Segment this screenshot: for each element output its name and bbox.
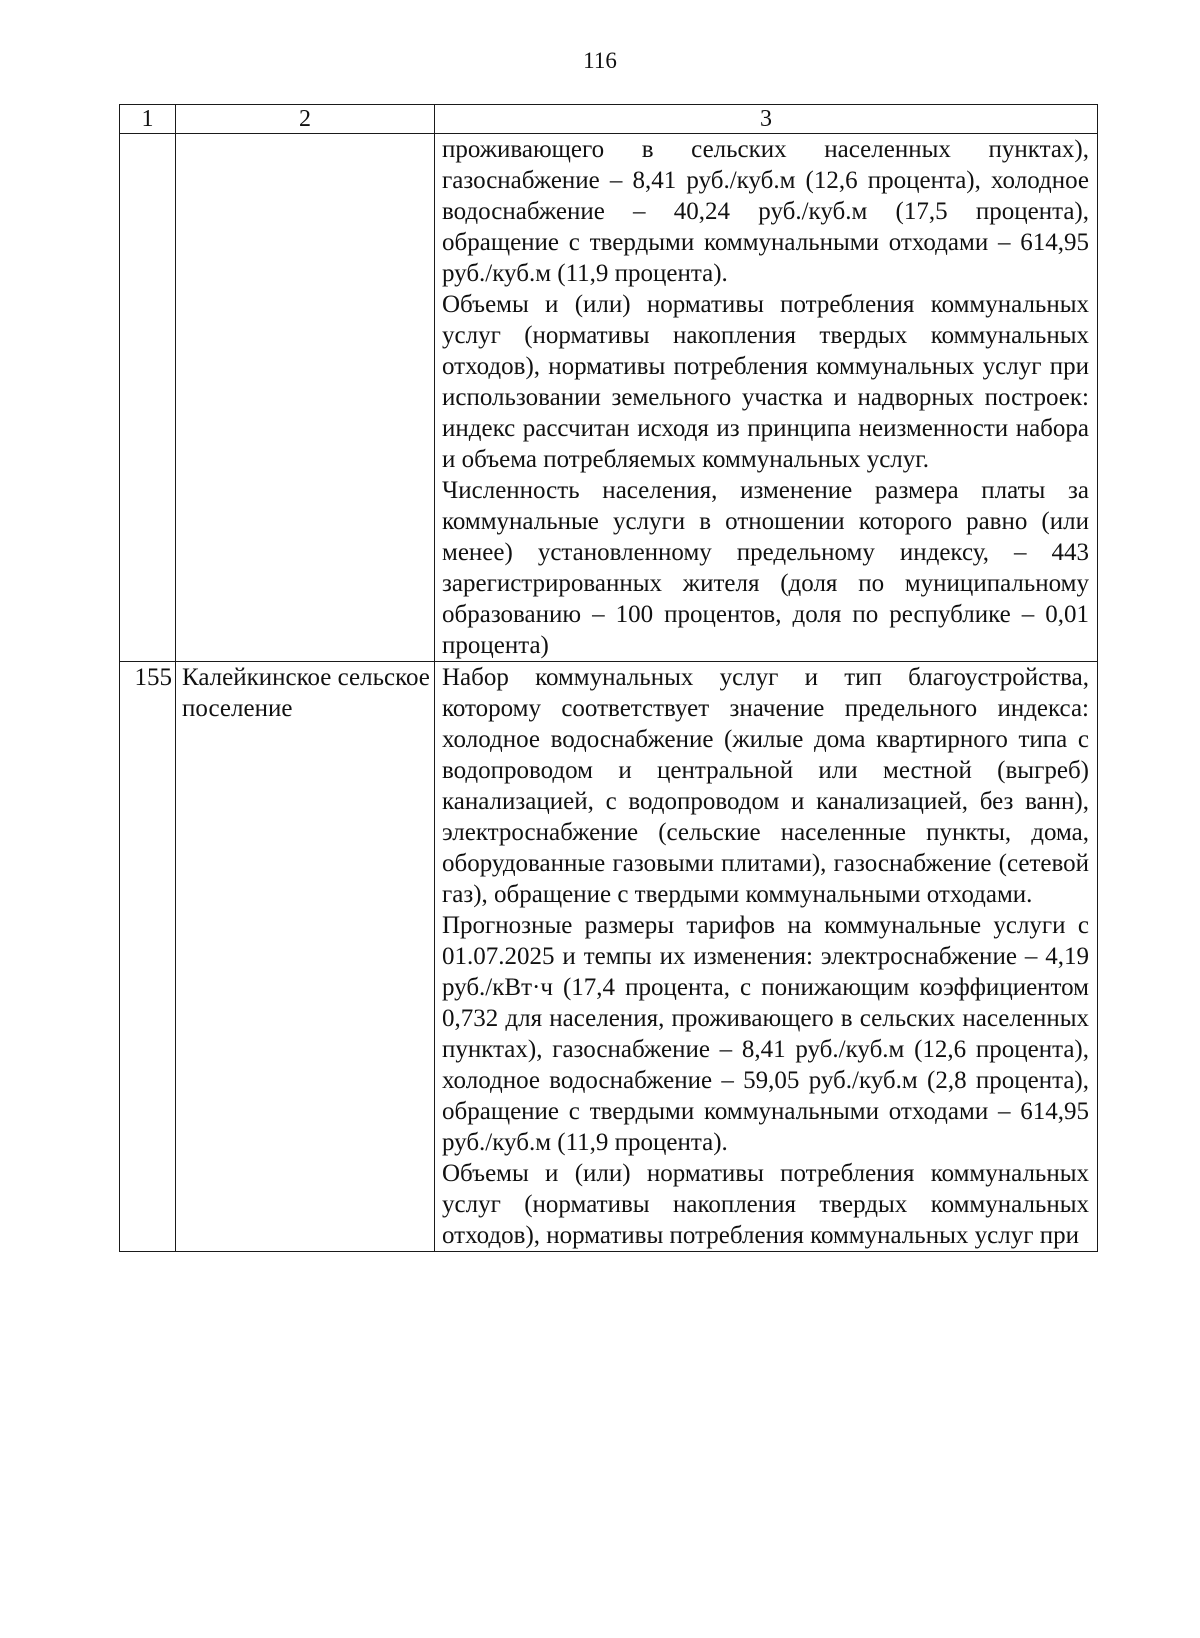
table-row-155	[120, 662, 1098, 1252]
row-number-cell: 155	[120, 662, 176, 1252]
description-cell	[435, 662, 1098, 1252]
description-cell	[435, 134, 1098, 662]
paragraph-consumption-volumes: Объемы и (или) нормативы потребления коммунальных услуг (нормативы накопления твердых коммунальных отходов), нормативы потребления коммунальных услуг при	[442, 1160, 1089, 1249]
tariff-table	[119, 104, 1098, 1252]
paragraph-population: Численность населения, изменение размера платы за коммунальные услуги в отношении которого равно (или менее) установленному предельному индексу, – 443 зарегистрированных жителя (доля по муниципальному образованию – 100 процентов, доля по республике – 0,01 процента)	[442, 477, 1089, 659]
header-cell-3: 3	[435, 105, 1098, 134]
page-number: 116	[583, 48, 617, 73]
settlement-name-cell: Калейкинское сельское поселение	[176, 662, 435, 1252]
paragraph-tariffs-continued: проживающего в сельских населенных пунктах), газоснабжение – 8,41 руб./куб.м (12,6 процента), холодное водоснабжение – 40,24 руб./куб.м (17,5 процента), обращение с твердыми коммунальными отходами – 614,95 руб./куб.м (11,9 процента).	[442, 136, 1089, 287]
row-number-cell	[120, 134, 176, 662]
paragraph-tariff-forecast: Прогнозные размеры тарифов на коммунальные услуги с 01.07.2025 и темпы их изменения: электроснабжение – 4,19 руб./кВт·ч (17,4 процента, с понижающим коэффициентом 0,732 для населения, проживающего в сельских населенных пунктах), газоснабжение – 8,41 руб./куб.м (12,6 процента), холодное водоснабжение – 59,05 руб./куб.м (2,8 процента), обращение с твердыми коммунальными отходами – 614,95 руб./куб.м (11,9 процента).	[442, 912, 1089, 1156]
table-row-continuation	[120, 134, 1098, 662]
paragraph-service-set: Набор коммунальных услуг и тип благоустройства, которому соответствует значение предельного индекса: холодное водоснабжение (жилые дома квартирного типа с водопроводом и центральной или местной (выгреб) канализацией, с водопроводом и канализацией, без ванн), электроснабжение (сельские населенные пункты, дома, оборудованные газовыми плитами), газоснабжение (сетевой газ), обращение с твердыми коммунальными отходами.	[442, 664, 1089, 908]
header-cell-2: 2	[176, 105, 435, 134]
settlement-name-cell	[176, 134, 435, 662]
paragraph-consumption-volumes: Объемы и (или) нормативы потребления коммунальных услуг (нормативы накопления твердых коммунальных отходов), нормативы потребления коммунальных услуг при использовании земельного участка и надворных построек: индекс рассчитан исходя из принципа неизменности набора и объема потребляемых коммунальных услуг.	[442, 291, 1089, 473]
table-header-row	[120, 105, 1098, 134]
header-cell-1: 1	[120, 105, 176, 134]
